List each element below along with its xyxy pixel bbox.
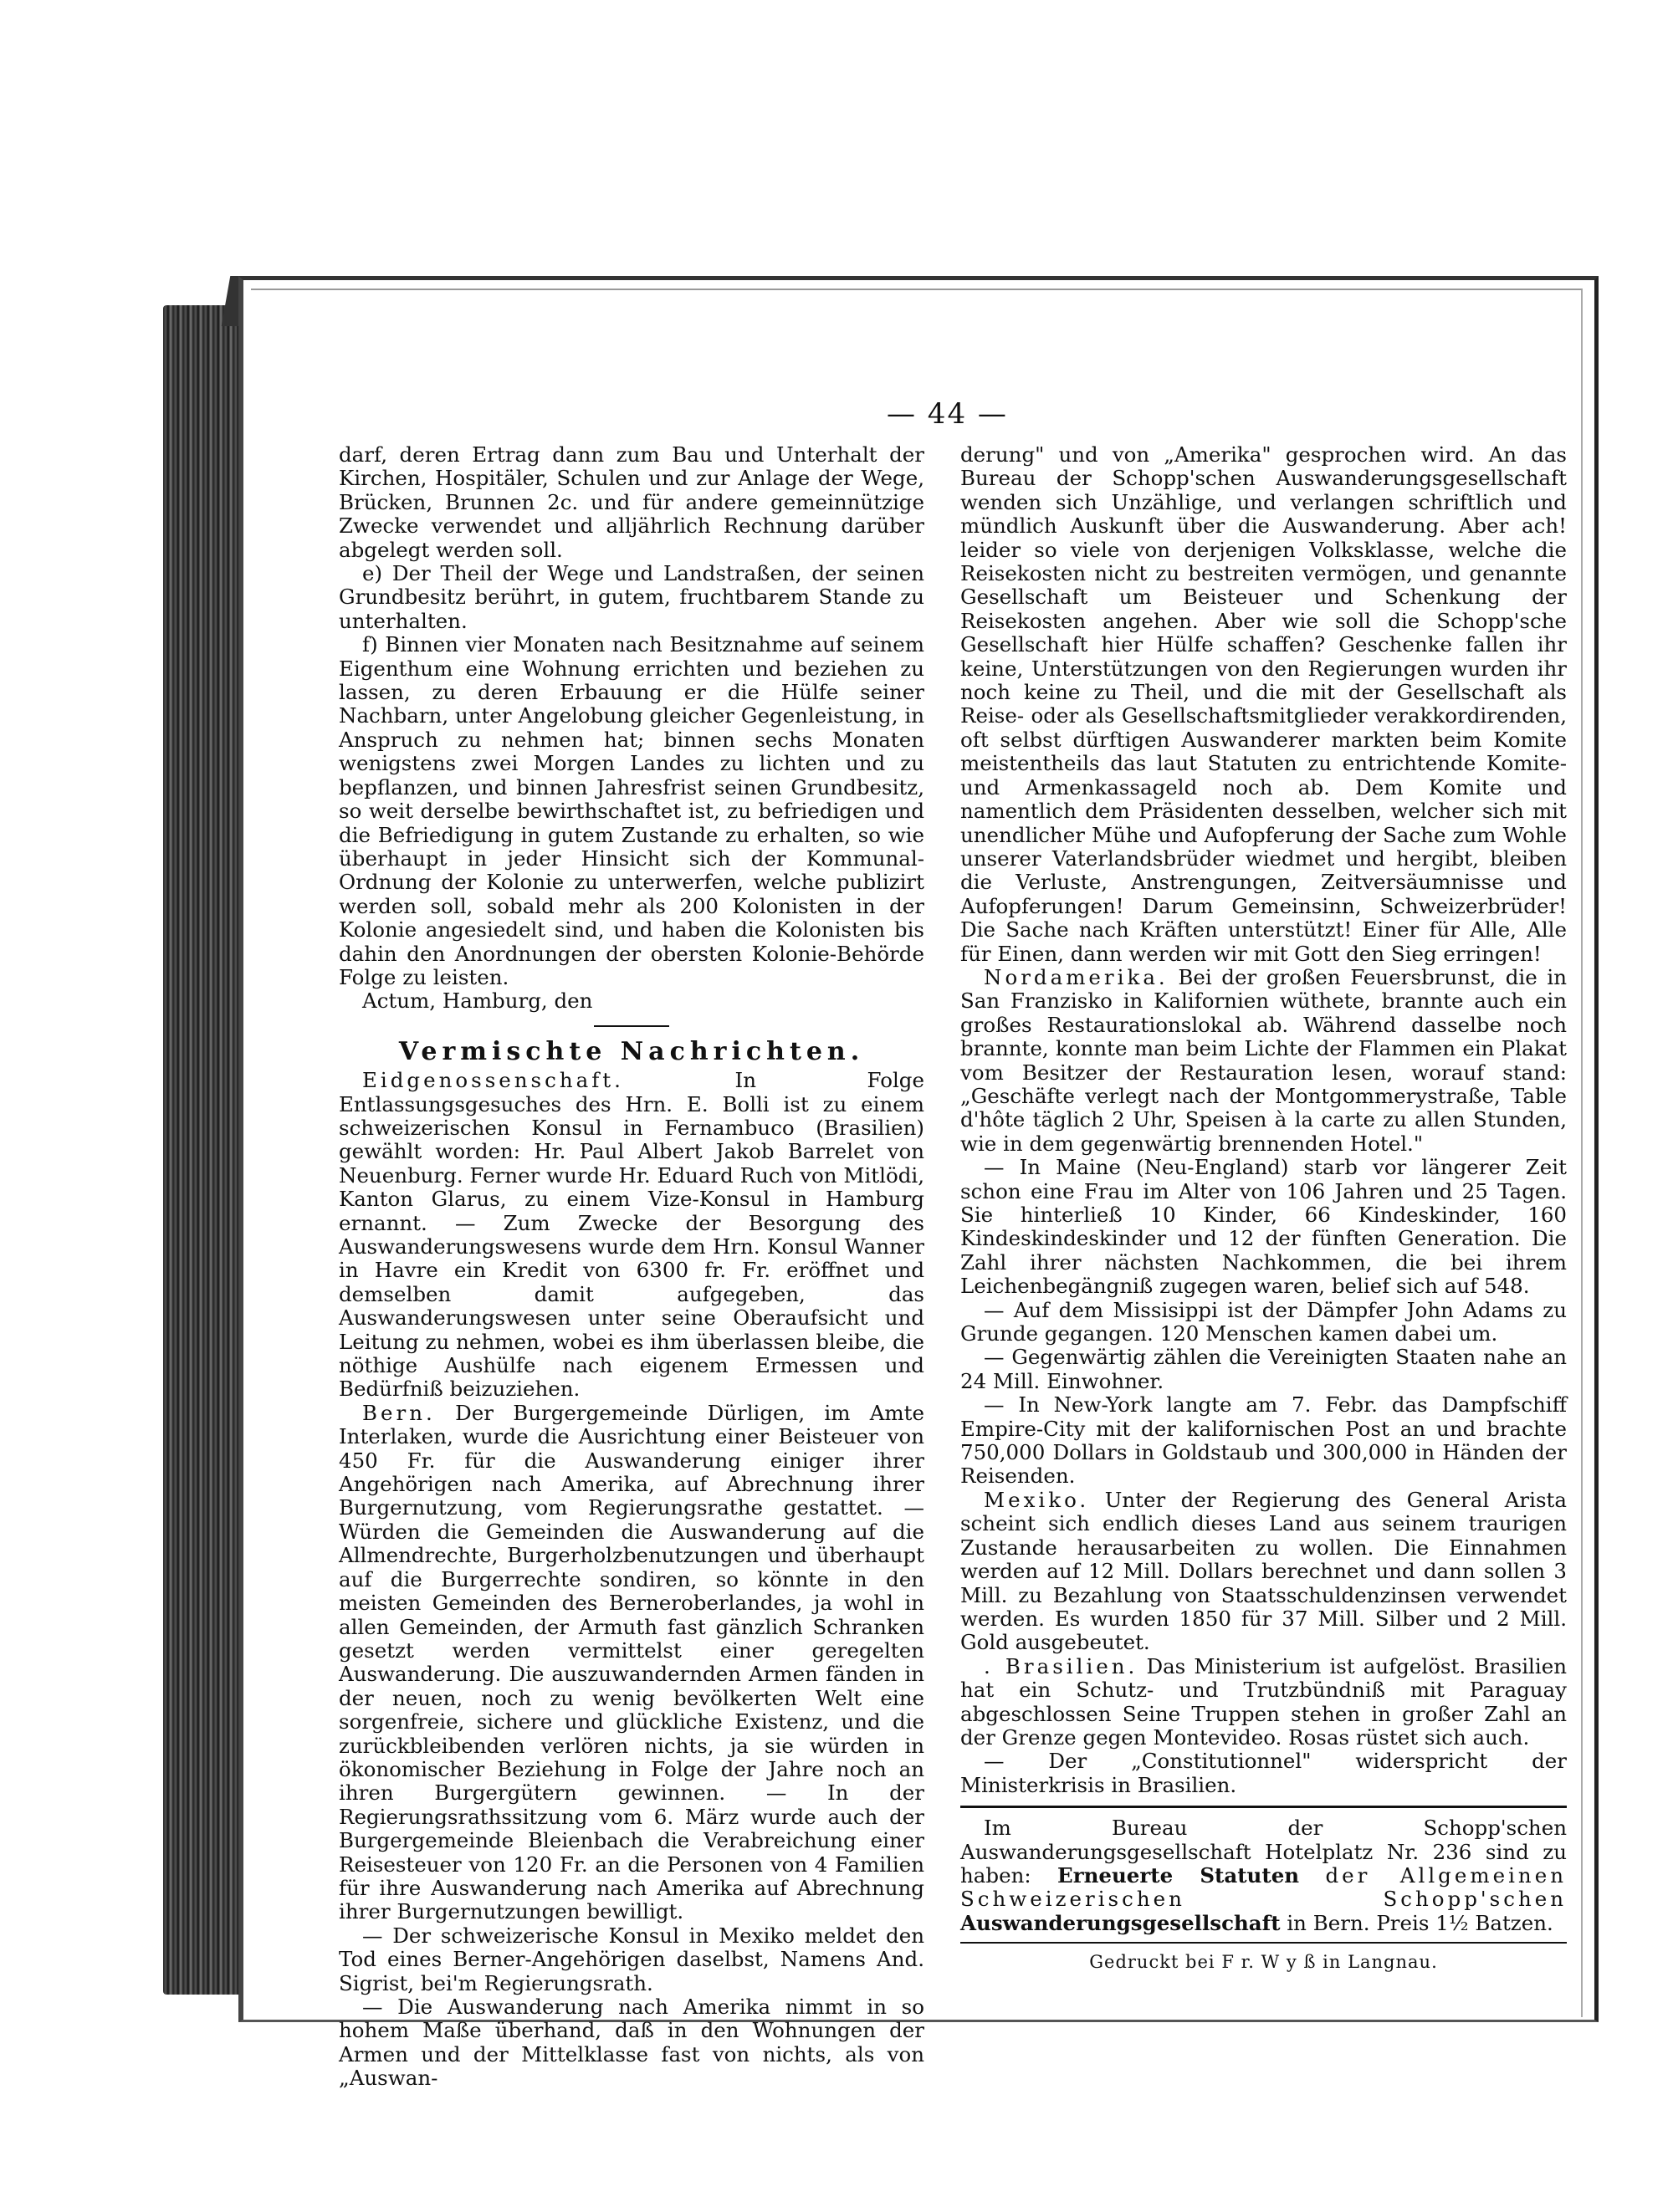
left-paragraph-7: — Der schweizerische Konsul in Mexiko meldet den Tod eines Berner-Angehörigen daselbst, Namens And. Sigrist, bei'm Regierungsrath. [339,1923,924,1995]
dateline-bern: Bern. [362,1400,436,1425]
advertisement-top-rule [960,1806,1567,1808]
left-column [339,443,924,2091]
right-column [960,443,1567,1974]
imprint-rule [960,1942,1567,1944]
right-paragraph-1: derung" und von „Amerika" gesprochen wird. An das Bureau der Schopp'schen Auswanderungsgesellschaft wenden sich Unzählige, und verlangen schriftlich und mündlich Auskunft über die Auswanderung. Aber ach! leider so viele von derjenigen Volksklasse, welche die Reisekosten nicht zu bestreiten vermögen, und genannte Gesellschaft um Beisteuer und Schenkung der Reisekosten angehen. Aber wie soll die Schopp'sche Gesellschaft hier Hülfe schaffen? Geschenke fallen ihr keine, Unterstützungen von den Regierungen wurden ihr noch keine zu Theil, und die mit der Gesellschaft als Reise- oder als Gesellschaftsmitglieder verakkordirenden, oft selbst dürftigen Auswanderer markten beim Komite meistentheils das laut Statuten zu entrichtende Komite- und Armenkassageld noch ab. Dem Komite und namentlich dem Präsidenten desselben, welcher sich mit unendlicher Mühe und Aufopferung der Sache zum Wohle unserer Vaterlandsbrüder wiedmet und hergibt, bleiben die Verluste, Anstrengungen, Zeitversäumnisse und Aufopferungen! Darum Gemeinsinn, Schweizerbrüder! Die Sache nach Kräften unterstützt! Einer für Alle, Alle für Einen, dann werden wir mit Gott den Sieg erringen! [960,442,1567,966]
right-paragraph-5: — Gegenwärtig zählen die Vereinigten Staaten nahe an 24 Mill. Einwohner. [960,1345,1567,1393]
left-paragraph-4: Actum, Hamburg, den [362,989,593,1014]
dateline-eidgenossenschaft: Eidgenossenschaft. [362,1068,624,1093]
dateline-nordamerika: Nordamerika. [984,964,1169,989]
right-paragraph-2: Nordamerika. Bei der großen Feuersbrunst, die in San Franzisko in Kalifornien wüthete, brannte auch ein großes Restaurationslokal ab. Während dasselbe noch brannte, konnte man beim Lichte der Flammen ein Plakat vom Besitzer der Restauration lesen, worauf stand: „Geschäfte verlegt nach der Montgommerystraße, Table d'hôte täglich 2 Uhr, Speisen à la carte zu allen Stunden, wie in dem gegenwärtig brennenden Hotel." [960,964,1567,1156]
section-heading: Vermischte Nachrichten. [398,1036,865,1066]
right-paragraph-4: — Auf dem Missisippi ist der Dämpfer John Adams zu Grunde gegangen. 120 Menschen kamen dabei um. [960,1297,1567,1346]
printer-imprint: Gedruckt bei F r. W y ß in Langnau. [1089,1952,1438,1973]
page-number: — 44 — [887,397,1008,431]
right-paragraph-7: Mexiko. Unter der Regierung des General Arista scheint sich endlich dieses Land aus seinem traurigen Zustande herausarbeiten zu wollen. Die Einnahmen werden auf 12 Mill. Dollars berechnet und dann sollen 3 Mill. zu Bezahlung von Staatsschuldenzinsen verwendet werden. Es wurden 1850 für 37 Mill. Silber und 2 Mill. Gold ausgebeutet. [960,1487,1567,1655]
advertisement: Im Bureau der Schopp'schen Auswanderungsgesellschaft Hotelplatz Nr. 236 sind zu haben: Erneuerte Statuten der Allgemeinen Schweizerischen Schopp'schen Auswanderungsgesellschaft in Bern. Preis 1½ Batzen. [960,1816,1567,1935]
dateline-mexiko: Mexiko. [984,1487,1090,1512]
left-paragraph-2: e) Der Theil der Wege und Landstraßen, der seinen Grundbesitz berührt, in gutem, fruchtbarem Stande zu unterhalten. [339,561,924,633]
left-paragraph-1: darf, deren Ertrag dann zum Bau und Unterhalt der Kirchen, Hospitäler, Schulen und zur Anlage der Wege, Brücken, Brunnen 2c. und für andere gemeinnützige Zwecke verwendet und alljährlich Rechnung darüber abgelegt werden soll. [339,442,924,562]
left-paragraph-6: Bern. Der Burgergemeinde Dürligen, im Amte Interlaken, wurde die Ausrichtung einer Beisteuer von 450 Fr. für die Auswanderung einiger ihrer Angehörigen nach Amerika, auf Abrechnung ihrer Burgernutzung, vom Regierungsrathe gestattet. — Würden die Gemeinden die Auswanderung auf die Allmendrechte, Burgerholzbenutzungen und überhaupt auf die Burgerrechte sondiren, so könnte in den meisten Gemeinden des Berneroberlandes, ja wohl in allen Gemeinden, der Armuth fast gänzlich Schranken gesetzt werden vermittelst einer geregelten Auswanderung. Die auszuwandernden Armen fänden in der neuen, noch zu wenig bevölkerten Welt eine sorgenfreie, sichere und glückliche Existenz, und die zurückbleibenden verlören nichts, ja sie würden in ökonomischer Beziehung in Folge der Jahre noch an ihren Burgergütern gewinnen. — In der Regierungsrathssitzung vom 6. März wurde auch der Burgergemeinde Bleienbach die Verabreichung einer Reisesteuer von 120 Fr. an die Personen von 4 Familien für ihre Auswanderung nach Amerika auf Abrechnung ihrer Burgernutzungen bewilligt. [339,1400,924,1924]
section-divider [594,1025,669,1027]
left-paragraph-5: Eidgenossenschaft. In Folge Entlassungsgesuches des Hrn. E. Bolli ist zu einem schweizerischen Konsul in Fernambuco (Brasilien) gewählt worden: Hr. Paul Albert Jakob Barrelet von Neuenburg. Ferner wurde Hr. Eduard Ruch von Mitlödi, Kanton Glarus, zu einem Vize-Konsul in Hamburg ernannt. — Zum Zwecke der Besorgung des Auswanderungswesens wurde dem Hrn. Konsul Wanner in Havre ein Kredit von 6300 fr. Fr. eröffnet und demselben damit aufgegeben, das Auswanderungswesen unter seine Oberaufsicht und Leitung zu nehmen, wobei es ihm überlassen bleibe, die nöthige Aushülfe nach eigenem Ermessen und Bedürfniß beizuziehen. [339,1068,924,1402]
right-paragraph-6: — In New-York langte am 7. Febr. das Dampfschiff Empire-City mit der kalifornischen Post an und brachte 750,000 Dollars in Goldstaub und 300,000 in Händen der Reisenden. [960,1392,1567,1489]
right-paragraph-3: — In Maine (Neu-England) starb vor längerer Zeit schon eine Frau im Alter von 106 Jahren und 25 Tagen. Sie hinterließ 10 Kinder, 66 Kindeskinder, 160 Kindeskindeskinder und 12 der fünften Generation. Die Zahl ihrer nächsten Nachkommen, die bei ihrem Leichenbegängniß zugegen waren, belief sich auf 548. [960,1155,1567,1299]
right-paragraph-8: . Brasilien. Das Ministerium ist aufgelöst. Brasilien hat ein Schutz- und Trutzbündniß mit Paraguay abgeschlossen Seine Truppen stehen in großer Zahl an der Grenze gegen Montevideo. Rosas rüstet sich auch. [960,1653,1567,1750]
dateline-brasilien: . Brasilien. [984,1653,1138,1678]
left-paragraph-8: — Die Auswanderung nach Amerika nimmt in so hohem Maße überhand, daß in den Wohnungen der Armen und der Mittelklasse fast von nichts, als von „Auswan- [339,1995,924,2091]
left-paragraph-3: f) Binnen vier Monaten nach Besitznahme auf seinem Eigenthum eine Wohnung errichten und beziehen zu lassen, zu deren Erbauung er die Hülfe seiner Nachbarn, unter Angelobung gleicher Gegenleistung, in Anspruch zu nehmen hat; binnen sechs Monaten wenigstens zwei Morgen Landes zu lichten und zu bepflanzen, und binnen Jahresfrist seinen Grundbesitz, so weit derselbe bewirthschaftet ist, zu befriedigen und die Befriedigung in gutem Zustande zu erhalten, so wie überhaupt in jeder Hinsicht sich der Kommunal-Ordnung der Kolonie zu unterwerfen, welche publizirt werden soll, sobald mehr als 200 Kolonisten in der Kolonie angesiedelt sind, und haben die Kolonisten bis dahin den Anordnungen der obersten Kolonie-Behörde Folge zu leisten. [339,632,924,989]
book-spine [163,305,243,1995]
right-paragraph-9: — Der „Constitutionnel" widerspricht der Ministerkrisis in Brasilien. [960,1749,1567,1797]
